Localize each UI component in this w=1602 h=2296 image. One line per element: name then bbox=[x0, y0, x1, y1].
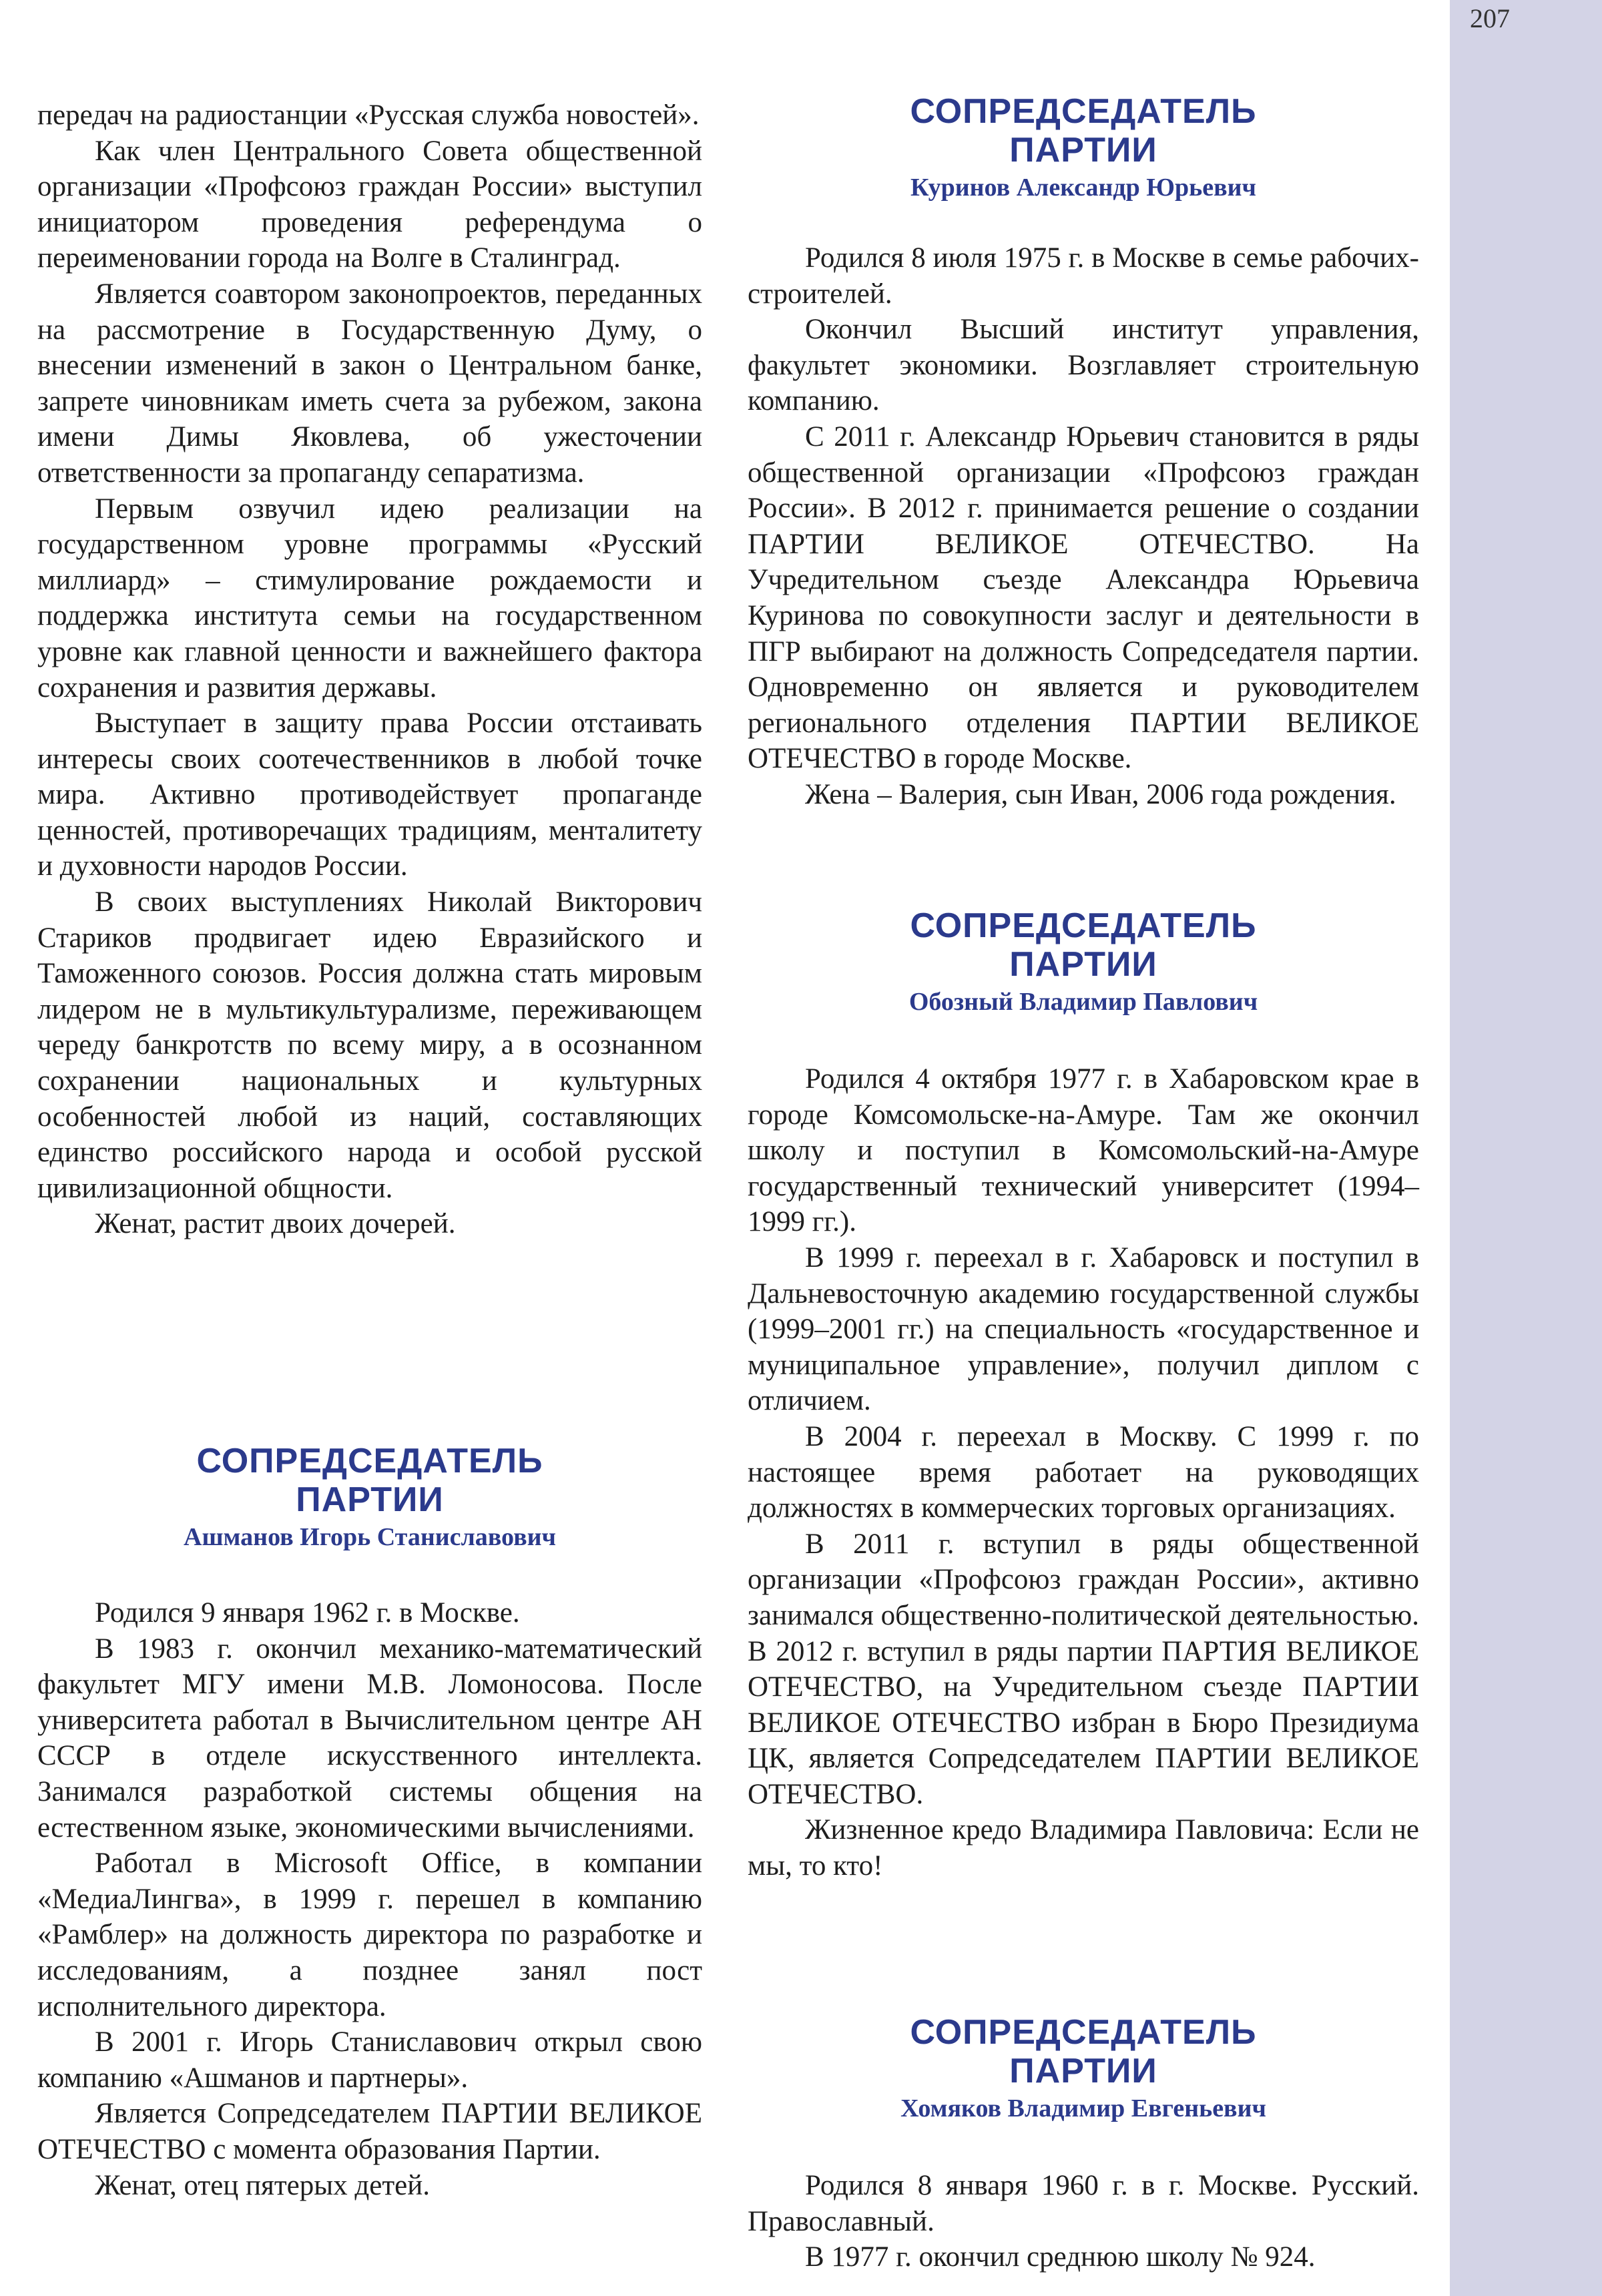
section-oboznyi-text bbox=[748, 1061, 1419, 1884]
person-name: Куринов Александр Юрьевич bbox=[910, 174, 1256, 202]
section-heading: СОПРЕДСЕДАТЕЛЬ bbox=[910, 92, 1257, 131]
paragraph: В 1999 г. переехал в г. Хабаровск и поступил в Дальневосточную академию государственной службы (1999–2001 гг.) на специальность «государственное и муниципальное управление», получил диплом с отличием. bbox=[748, 1241, 1419, 1417]
paragraph: В 2011 г. вступил в ряды общественной организации «Профсоюз граждан России», активно занимался общественно-политической деятельностью. В 2012 г. вступил в ряды партии ПАРТИЯ ВЕЛИКОЕ ОТЕЧЕСТВО, на Учредительном съезде ПАРТИИ ВЕЛИКОЕ ОТЕЧЕСТВО избран в Бюро Президиума ЦК, является Сопредседателем ПАРТИИ ВЕЛИКОЕ ОТЕЧЕСТВО. bbox=[748, 1528, 1419, 1810]
paragraph: С 2011 г. Александр Юрьевич становится в ряды общественной организации «Профсоюз граждан России». В 2012 г. принимается решение о создании ПАРТИИ ВЕЛИКОЕ ОТЕЧЕСТВО. На Учредительном съезде Александра Юрьевича Куринова по совокупности заслуг и деятельности в ПГР выбирают на должность Сопредседателя партии. Одновременно он является и руководителем регионального отделения ПАРТИИ ВЕЛИКОЕ ОТЕЧЕСТВО в городе Москве. bbox=[748, 420, 1419, 775]
paragraph: В своих выступлениях Николай Викторович Стариков продвигает идею Евразийского и Таможенного союзов. Россия должна стать мировым лидером не в мультикультурализме, переживающем череду банкротств по всему миру, а в осознанном сохранении национальных и культурных особенностей любой из наций, составляющих единство российского народа и особой русской цивилизационной общности. bbox=[37, 886, 702, 1204]
paragraph: Жизненное кредо Владимира Павловича: Если не мы, то кто! bbox=[748, 1814, 1419, 1882]
person-name: Хомяков Владимир Евгеньевич bbox=[900, 2094, 1266, 2122]
paragraph: Окончил Высший институт управления, факультет экономики. Возглавляет строительную компанию. bbox=[748, 314, 1419, 417]
paragraph: В 2004 г. переехал в Москву. С 1999 г. по настоящее время работает на руководящих должностях в коммерческих торговых организациях. bbox=[748, 1420, 1419, 1524]
paragraph: Первым озвучил идею реализации на государственном уровне программы «Русский миллиард» – стимулирование рождаемости и поддержка института семьи на государственном уровне как главной ценности и важнейшего фактора сохранения и развития державы. bbox=[37, 493, 702, 703]
page-number: 207 bbox=[1470, 3, 1510, 33]
paragraph: Жена – Валерия, сын Иван, 2006 года рождения. bbox=[805, 778, 1396, 810]
section-heading: ПАРТИИ bbox=[1009, 2052, 1157, 2090]
paragraph: Является соавтором законопроектов, переданных на рассмотрение в Государственную Думу, о внесении изменений в закон о Центральном банке, запрете чиновникам иметь счета за рубежом, закона имени Димы Яковлева, об ужесточении ответственности за пропаганду сепаратизма. bbox=[37, 278, 702, 489]
paragraph: В 1983 г. окончил механико-математический факультет МГУ имени М.В. Ломоносова. После университета работал в Вычислительном центре АН СССР в отделе искусственного интеллекта. Занимался разработкой системы общения на естественном языке, экономическими вычислениями. bbox=[37, 1633, 702, 1843]
section-kurinov bbox=[748, 92, 1419, 203]
section-ashmanov-text bbox=[37, 1595, 702, 2203]
paragraph: В 1977 г. окончил среднюю школу № 924. bbox=[805, 2241, 1316, 2273]
section-heading: ПАРТИИ bbox=[1009, 945, 1157, 984]
paragraph: Как член Центрального Совета общественной организации «Профсоюз граждан России» выступил инициатором проведения референдума о переименовании города на Волге в Сталинград. bbox=[37, 135, 702, 274]
section-ashmanov bbox=[37, 1442, 702, 1552]
section-kurinov-text bbox=[748, 240, 1419, 813]
person-name: Обозный Владимир Павлович bbox=[908, 988, 1258, 1016]
page-sidebar bbox=[1450, 0, 1602, 2296]
paragraph: Родился 8 января 1960 г. в г. Москве. Русский. Православный. bbox=[748, 2170, 1419, 2237]
paragraph: В 2001 г. Игорь Станиславович открыл свою компанию «Ашманов и партнеры». bbox=[37, 2026, 702, 2094]
paragraph: Родился 4 октября 1977 г. в Хабаровском крае в городе Комсомольске-на-Амуре. Там же окончил школу и поступил в Комсомольский-на-Амуре государственный технический университет (1994–1999 гг.). bbox=[748, 1063, 1419, 1238]
section-heading: ПАРТИИ bbox=[1009, 131, 1157, 170]
section-oboznyi bbox=[748, 906, 1419, 1017]
paragraph: Родился 9 января 1962 г. в Москве. bbox=[95, 1597, 520, 1629]
paragraph: Выступает в защиту права России отстаивать интересы своих соотечественников в любой точке мира. Активно противодействует пропаганде ценностей, противоречащих традициям, менталитету и духовности народов России. bbox=[37, 707, 702, 882]
left-top-text bbox=[37, 97, 702, 1242]
section-heading: СОПРЕДСЕДАТЕЛЬ bbox=[910, 906, 1257, 945]
paragraph: Женат, отец пятерых детей. bbox=[95, 2169, 430, 2201]
paragraph: Родился 8 июля 1975 г. в Москве в семье рабочих-строителей. bbox=[748, 242, 1419, 310]
paragraph: передач на радиостанции «Русская служба новостей». bbox=[37, 99, 700, 131]
section-khomyakov bbox=[748, 2013, 1419, 2124]
person-name: Ашманов Игорь Станиславович bbox=[184, 1523, 556, 1551]
section-heading: СОПРЕДСЕДАТЕЛЬ bbox=[196, 1442, 543, 1480]
paragraph: Является Сопредседателем ПАРТИИ ВЕЛИКОЕ ОТЕЧЕСТВО с момента образования Партии. bbox=[37, 2098, 702, 2165]
paragraph: Женат, растит двоих дочерей. bbox=[95, 1208, 456, 1240]
section-heading: ПАРТИИ bbox=[296, 1480, 444, 1519]
section-khomyakov-text bbox=[748, 2168, 1419, 2275]
section-heading: СОПРЕДСЕДАТЕЛЬ bbox=[910, 2013, 1257, 2052]
paragraph: Работал в Microsoft Office, в компании «МедиаЛингва», в 1999 г. перешел в компанию «Рамблер» на должность директора по разработке и исследованиям, а позднее занял пост исполнительного директора. bbox=[37, 1847, 702, 2022]
